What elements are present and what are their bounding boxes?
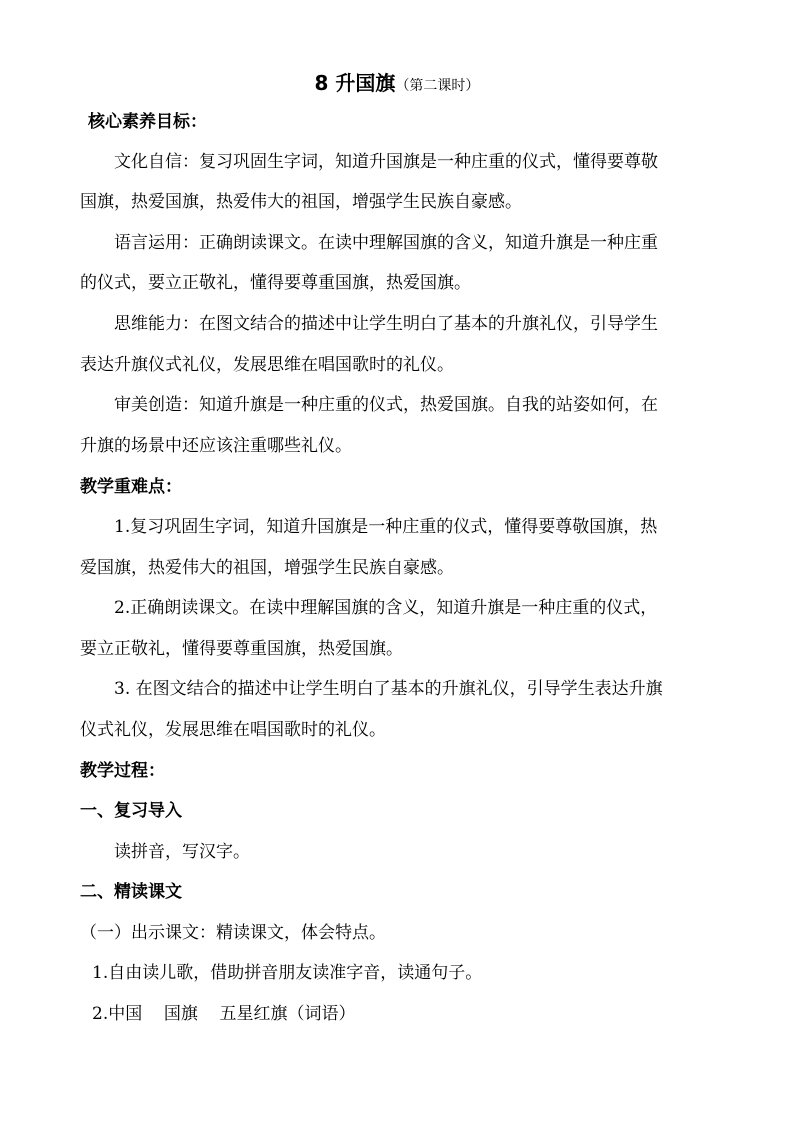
goals-heading: 核心素养目标： [88,112,207,132]
step2-item2: 2.中国 国旗 五星红旗（词语） [92,1004,356,1024]
title-main: 8 升国旗 [314,71,396,95]
goal-line-1: 文化自信：复习巩固生字词，知道升国旗是一种庄重的仪式，懂得要尊敬 [114,152,658,172]
process-heading: 教学过程： [80,761,165,781]
key-line-1: 1.复习巩固生字词，知道升国旗是一种庄重的仪式，懂得要尊敬国旗，热 [114,517,658,537]
step1-text: 读拼音，写汉字。 [114,842,250,862]
key-line-4: 要立正敬礼，懂得要尊重国旗，热爱国旗。 [80,639,403,659]
goal-line-3: 语言运用：正确朗读课文。在读中理解国旗的含义，知道升旗是一种庄重 [114,233,658,253]
key-heading: 教学重难点： [80,477,182,497]
step2-heading: 二、精读课文 [80,882,182,902]
goal-line-4: 的仪式，要立正敬礼，懂得要尊重国旗，热爱国旗。 [80,273,471,293]
goal-line-8: 升旗的场景中还应该注重哪些礼仪。 [80,436,352,456]
title-sub: （第二课时） [395,78,480,94]
key-line-3: 2.正确朗读课文。在读中理解国旗的含义，知道升旗是一种庄重的仪式， [114,598,658,618]
page-title [0,70,794,99]
goal-line-7: 审美创造：知道升旗是一种庄重的仪式，热爱国旗。自我的站姿如何，在 [114,395,658,415]
goal-line-2: 国旗，热爱国旗，热爱伟大的祖国，增强学生民族自豪感。 [80,192,522,212]
step2-item1: 1.自由读儿歌，借助拼音朋友读准字音，读通句子。 [92,963,483,983]
key-line-5: 3. 在图文结合的描述中让学生明白了基本的升旗礼仪，引导学生表达升旗 [114,679,663,699]
goal-line-5: 思维能力：在图文结合的描述中让学生明白了基本的升旗礼仪，引导学生 [114,314,658,334]
step1-heading: 一、复习导入 [80,801,182,821]
key-line-6: 仪式礼仪，发展思维在唱国歌时的礼仪。 [80,720,386,740]
goal-line-6: 表达升旗仪式礼仪，发展思维在唱国歌时的礼仪。 [80,355,454,375]
step2-sub: （一）出示课文：精读课文，体会特点。 [80,923,386,943]
key-line-2: 爱国旗，热爱伟大的祖国，增强学生民族自豪感。 [80,558,454,578]
